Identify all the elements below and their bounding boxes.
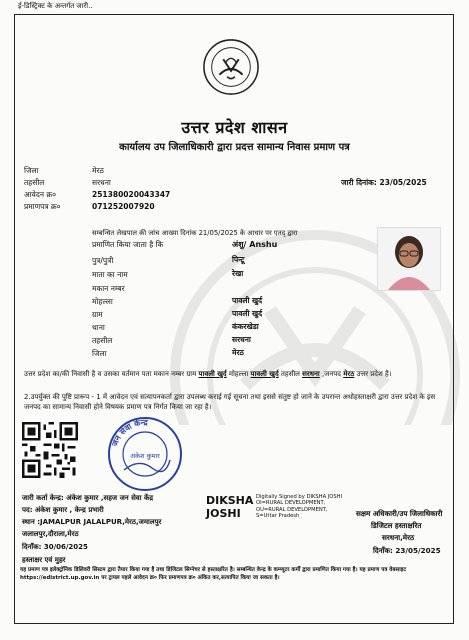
detail-district-value: मेरठ	[232, 348, 244, 357]
issuer-designation: पद: अंकेश कुमार , केन्द्र प्रभारी	[22, 506, 104, 514]
certified-label: प्रमाणित किया जाता है कि	[92, 240, 164, 249]
police-station-value: कंकरखेडा	[232, 322, 259, 331]
parent-name: पिन्टू	[232, 255, 245, 264]
person-photo-icon	[378, 228, 440, 290]
district-value: मेरठ	[92, 166, 104, 175]
certificate-number: 071252007920	[92, 202, 155, 211]
village-label: ग्राम	[92, 310, 103, 319]
tehsil-label: तहसील	[24, 178, 45, 187]
para-district: मेरठ	[343, 370, 355, 378]
certificate-label: प्रमाणपत्र क्र०	[24, 202, 61, 211]
up-govt-emblem-icon	[202, 38, 260, 96]
signature-seal-label: हस्ताक्षर एवं मुहर	[22, 556, 66, 564]
para-village: पावली खुर्द	[198, 370, 227, 378]
footer-disclaimer: यह प्रमाण पत्र इलेक्ट्रॉनिक डिलिवरी सिस्टम द्वारा तैयार किया गया है तथा डिजिटल सिग्नेचर से हस्ताक्षरित है। सम्बन्धित केन्द्र के कम्प्यूटर कर्मी द्वारा प्रमाणित किया गया है। यह प्रमाण पत्र वेबसाइट https://edistrict.up.gov.in पर ट्रायल पहले आवेदन क्र० फिर प्रमाणपत्र क्र० अंकित कर,सत्यापित किया जा सकता है।	[20, 567, 407, 581]
detail-tehsil-label: तहसील	[92, 336, 113, 345]
issuer-date: दिनाँक: 30/06/2025	[22, 543, 88, 551]
authority-location: सरधना,मेरठ	[382, 533, 415, 542]
digital-signature-text: Digitally Signed by DIKSHA JOSHI OI=RURAL DEVELOPMENT, OU=RURAL DEVELOPMENT, S=Uttar Pradesh	[256, 494, 343, 520]
certificate-subtitle: कार्यालय उप जिलाधिकारी द्वारा प्रदत्त सामान्य निवास प्रमाण पत्र	[119, 142, 350, 153]
digitally-signed-label: डिजिटल हस्ताक्षरित	[371, 521, 422, 530]
application-label: आवेदन क्र०	[24, 190, 57, 199]
edistrict-note: ई-डिस्ट्रिक्ट के अन्तर्गत जारी..	[18, 2, 93, 10]
district-label: जिला	[24, 166, 39, 175]
mohalla-value: पावली खुर्द	[232, 296, 263, 305]
detail-tehsil-value: सरधना	[232, 335, 251, 344]
confirmation-paragraph: 2.उपर्युक्त की पुष्टि प्रारूप - 1 में आवेदन एवं सत्यापनकर्ता द्वारा उपलब्ध कराई गई सूचना तथा इससे संतुष्ट हो जाने के उपरान्त अधोहस्ताक्षरी द्वारा उत्तर प्रदेश के इस जनपद का सामान्य निवासी होने विषयक प्रमाण पत्र निर्गत किया जा रहा है।	[24, 393, 436, 411]
issuer-location: स्थान :JAMALPUR JALALPUR,मेरठ,जमालपुर	[22, 518, 162, 526]
mother-name: रेखा	[232, 269, 244, 278]
police-station-label: थाना	[92, 323, 105, 332]
detail-district-label: जिला	[92, 349, 107, 358]
issue-date: जारी दिनांक: 23/05/2025	[341, 178, 427, 187]
residence-paragraph: उत्तर प्रदेश का/की निवासी है व उसका वर्तमान पता मकान नम्बर ग्राम पावली खुर्द मोहल्ला पावली खुर्द तहसील सरधना ,जनपद मेरठ उत्तर प्रदेश है।	[24, 370, 392, 378]
seal-outer-text: जन सेवा केन्द्र	[110, 417, 148, 448]
mohalla-label: मोहल्ला	[92, 297, 113, 306]
mother-label: माता का नाम	[92, 270, 128, 279]
qr-code-icon	[22, 422, 78, 478]
page-title: उत्तर प्रदेश शासन	[181, 118, 288, 137]
para-tehsil: सरधना	[302, 370, 320, 378]
jan-seva-kendra-seal-icon	[104, 414, 186, 492]
digital-signer-logo: DIKSHA JOSHI	[206, 494, 254, 520]
issuer-location-2: जलालपुर,दौराला,मेरठ	[22, 530, 79, 538]
applicant-name: अंशु/ Anshu	[232, 240, 278, 249]
village-value: पावली खुर्द	[232, 309, 263, 318]
application-number: 251380020043347	[92, 190, 171, 199]
authority-title: सक्षम अधिकारी/उप जिलाधिकारी	[356, 509, 443, 518]
verification-intro: सम्बन्धित लेखपाल की जांच आख्या दिनांक 21/05/2025 के आधार पर एतद् द्वारा	[92, 229, 298, 237]
tehsil-value: सरधना	[92, 178, 111, 187]
issuing-center: जारी कर्ता केन्द्र: अंकेश कुमार ,सहज जन सेवा केंद्र	[22, 494, 154, 502]
applicant-photo	[377, 227, 441, 291]
parent-label: पुत्र/पुत्री	[92, 256, 114, 265]
para-mohalla: पावली खुर्द	[250, 370, 279, 378]
seal-inner-text: अंकेश कुमार	[130, 452, 160, 460]
house-number-label: मकान नम्बर	[92, 284, 125, 293]
authority-date: दिनाँक: 23/05/2025	[373, 546, 441, 555]
